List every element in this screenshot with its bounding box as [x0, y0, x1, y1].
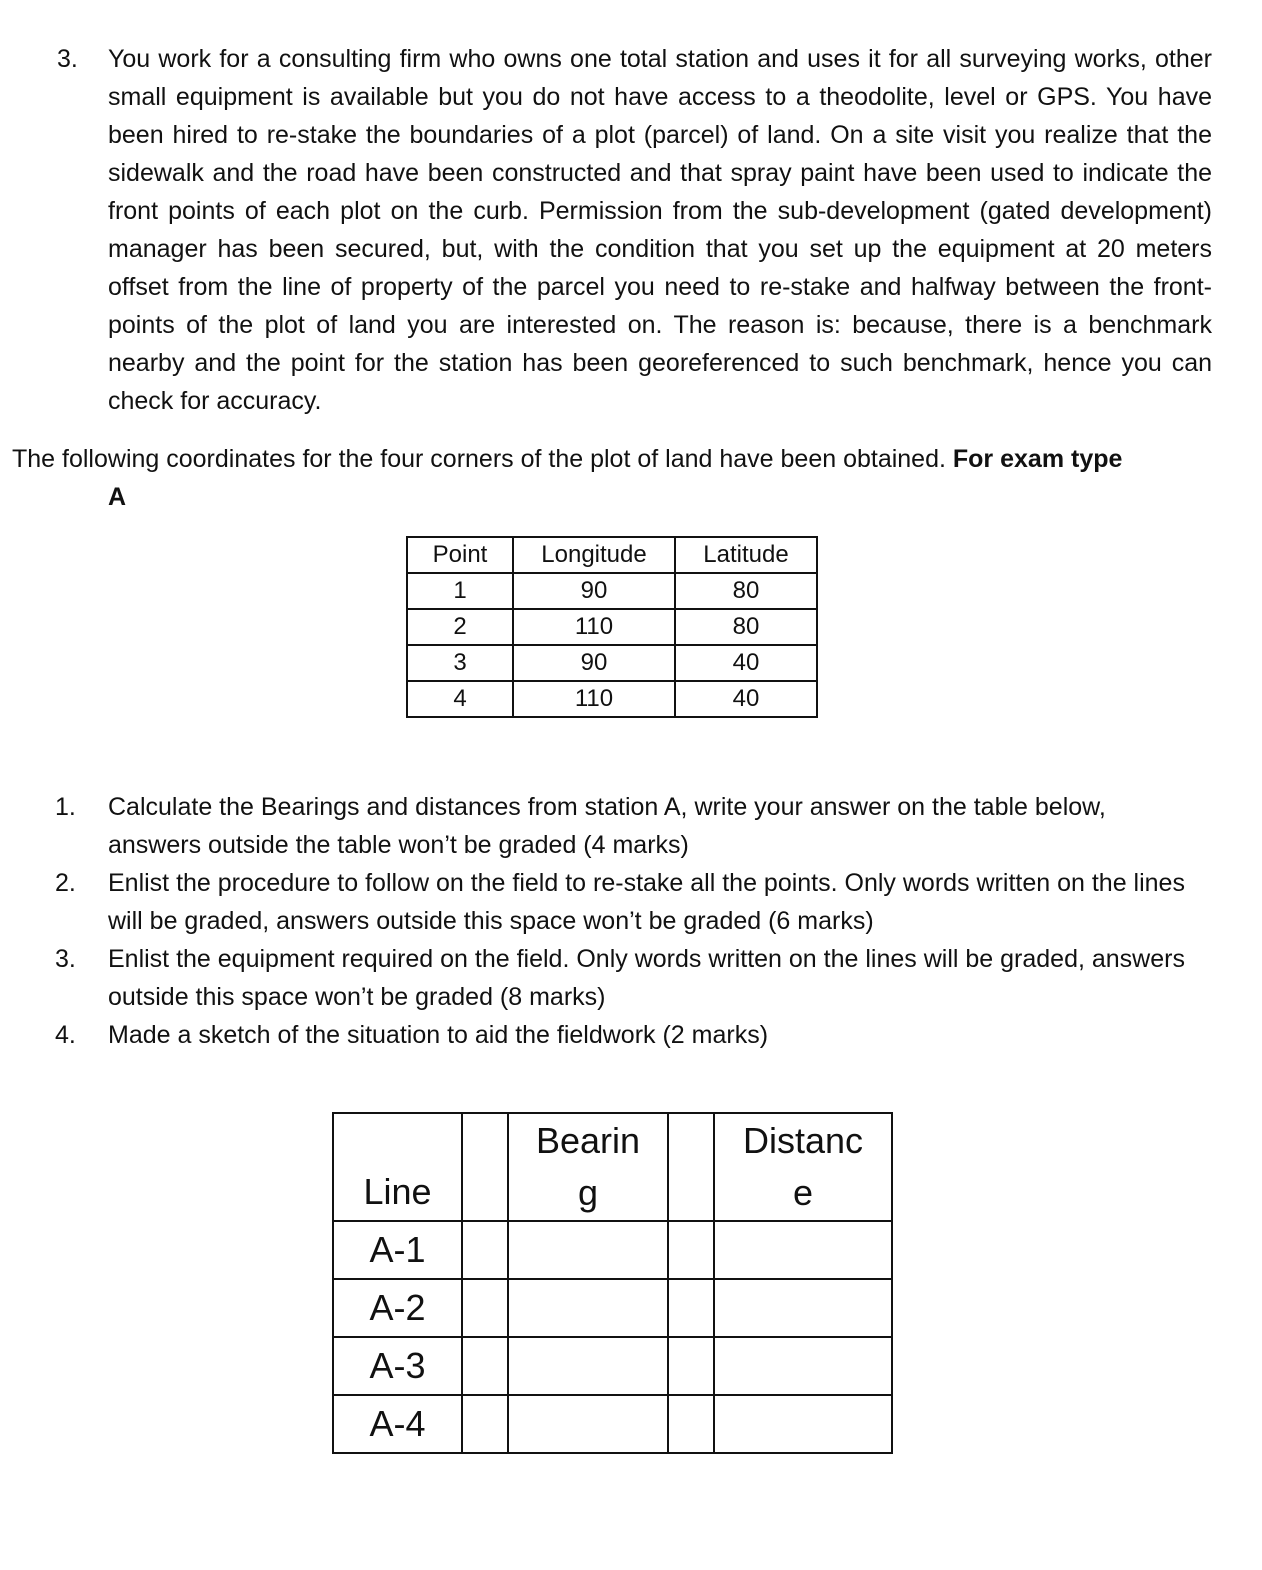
- table-row: [333, 1395, 892, 1453]
- line-label: A-2: [333, 1279, 462, 1337]
- blank-cell: [668, 1221, 714, 1279]
- task-text: Made a sketch of the situation to aid the fieldwork (2 marks): [108, 1021, 769, 1049]
- task-number: 4.: [55, 1021, 76, 1049]
- latitude-cell: 80: [675, 609, 817, 645]
- latitude-cell: 40: [675, 681, 817, 717]
- task-number: 2.: [55, 869, 76, 897]
- line-label: A-4: [333, 1395, 462, 1453]
- blank-cell: [462, 1113, 508, 1221]
- coordinates-table: [406, 536, 818, 718]
- bearing-answer-cell[interactable]: [508, 1337, 668, 1395]
- point-cell: 1: [407, 573, 513, 609]
- point-cell: 2: [407, 609, 513, 645]
- blank-cell: [668, 1113, 714, 1221]
- blank-cell: [462, 1395, 508, 1453]
- exam-type-value: A: [108, 483, 127, 511]
- distance-answer-cell[interactable]: [714, 1337, 892, 1395]
- point-cell: 4: [407, 681, 513, 717]
- line-label: A-1: [333, 1221, 462, 1279]
- table-row: [333, 1279, 892, 1337]
- latitude-cell: 80: [675, 573, 817, 609]
- latitude-cell: 40: [675, 645, 817, 681]
- exam-type-label: For exam type: [952, 445, 1123, 473]
- task-text: Enlist the equipment required on the field. Only words written on the lines will be graded, answers outside this space won’t be graded (8 marks): [108, 945, 1185, 1011]
- question-number: 3.: [57, 45, 78, 73]
- task-list: [55, 788, 1205, 1054]
- table-row: [407, 573, 817, 609]
- blank-cell: [462, 1279, 508, 1337]
- header-latitude: Latitude: [675, 537, 817, 573]
- blank-cell: [462, 1337, 508, 1395]
- task-text: Calculate the Bearings and distances from station A, write your answer on the table below, answers outside the table won’t be graded (4 marks): [108, 793, 1106, 859]
- longitude-cell: 110: [513, 681, 675, 717]
- point-cell: 3: [407, 645, 513, 681]
- table-row: [407, 609, 817, 645]
- list-item: [55, 788, 1205, 864]
- list-item: [55, 940, 1205, 1016]
- longitude-cell: 90: [513, 573, 675, 609]
- blank-cell: [668, 1337, 714, 1395]
- bearing-answer-cell[interactable]: [508, 1395, 668, 1453]
- answer-header-row: [333, 1113, 892, 1221]
- line-header: Line: [333, 1113, 462, 1221]
- longitude-cell: 90: [513, 645, 675, 681]
- header-longitude: Longitude: [513, 537, 675, 573]
- table-row: [407, 645, 817, 681]
- intro-text: The following coordinates for the four corners of the plot of land have been obtained.: [12, 445, 946, 473]
- coordinates-header-row: [407, 537, 817, 573]
- table-row: [407, 681, 817, 717]
- bearing-answer-cell[interactable]: [508, 1221, 668, 1279]
- blank-cell: [462, 1221, 508, 1279]
- distance-answer-cell[interactable]: [714, 1279, 892, 1337]
- distance-answer-cell[interactable]: [714, 1395, 892, 1453]
- task-text: Enlist the procedure to follow on the field to re-stake all the points. Only words written on the lines will be graded, answers outside this space won’t be graded (6 marks): [108, 869, 1185, 935]
- longitude-cell: 110: [513, 609, 675, 645]
- bearing-header: [508, 1113, 668, 1221]
- task-number: 3.: [55, 945, 76, 973]
- question-text: You work for a consulting firm who owns one total station and uses it for all surveying works, other small equipment is available but you do not have access to a theodolite, level or GPS. You have been hired to re-stake the boundaries of a plot (parcel) of land. On a site visit you realize that the sidewalk and the road have been constructed and that spray paint have been used to indicate the front points of each plot on the curb. Permission from the sub-development (gated development) manager has been secured, but, with the condition that you set up the equipment at 20 meters offset from the line of property of the parcel you need to re-stake and halfway between the front-points of the plot of land you are interested on. The reason is: because, there is a benchmark nearby and the point for the station has been georeferenced to such benchmark, hence you can check for accuracy.: [108, 45, 1212, 415]
- bearing-header-line2: g: [577, 1172, 599, 1213]
- blank-cell: [668, 1279, 714, 1337]
- list-item: [55, 864, 1205, 940]
- distance-header-line2: e: [792, 1172, 814, 1213]
- answer-table: [332, 1112, 893, 1454]
- task-number: 1.: [55, 793, 76, 821]
- intro-paragraph: [12, 440, 1212, 516]
- header-point: Point: [407, 537, 513, 573]
- bearing-header-line1: Bearin: [535, 1120, 641, 1161]
- list-item: [55, 1016, 1205, 1054]
- table-row: [333, 1221, 892, 1279]
- table-row: [333, 1337, 892, 1395]
- line-label: A-3: [333, 1337, 462, 1395]
- distance-answer-cell[interactable]: [714, 1221, 892, 1279]
- distance-header-line1: Distanc: [742, 1120, 864, 1161]
- blank-cell: [668, 1395, 714, 1453]
- bearing-answer-cell[interactable]: [508, 1279, 668, 1337]
- distance-header: [714, 1113, 892, 1221]
